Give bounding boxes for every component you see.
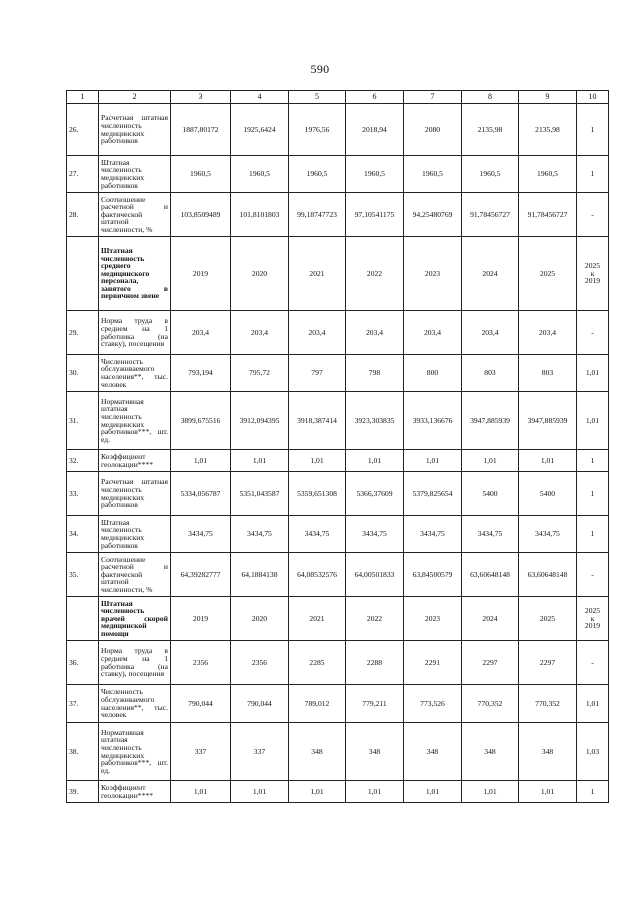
row-number-cell: 38. xyxy=(67,723,99,781)
value-cell: 3434,75 xyxy=(171,516,231,553)
value-cell: 64,08532576 xyxy=(289,553,346,597)
ratio-cell: - xyxy=(577,193,609,237)
row-number-cell: 36. xyxy=(67,641,99,685)
value-cell: 793,194 xyxy=(171,355,231,392)
value-cell: 91,78456727 xyxy=(462,193,519,237)
table-row xyxy=(67,392,609,450)
table-row xyxy=(67,723,609,781)
value-cell: 5400 xyxy=(462,472,519,516)
table-row xyxy=(67,104,609,156)
value-cell: 3933,136676 xyxy=(404,392,462,450)
value-cell: 2288 xyxy=(346,641,404,685)
value-cell: 64,39282777 xyxy=(171,553,231,597)
value-cell: 2297 xyxy=(519,641,577,685)
value-cell: 3899,675516 xyxy=(171,392,231,450)
row-label-cell: Численность обслуживаемого населения**, тыс. человек xyxy=(99,355,171,392)
header-cell: 5 xyxy=(289,91,346,104)
table-row xyxy=(67,355,609,392)
table-row xyxy=(67,450,609,472)
value-cell: 1,01 xyxy=(171,450,231,472)
ratio-cell: - xyxy=(577,311,609,355)
value-cell: 779,211 xyxy=(346,685,404,723)
value-cell: 2019 xyxy=(171,237,231,311)
row-label-cell: Норма труда в среднем на 1 работника (на ставку), посещения xyxy=(99,641,171,685)
value-cell: 2080 xyxy=(404,104,462,156)
value-cell: 3434,75 xyxy=(346,516,404,553)
value-cell: 2019 xyxy=(171,597,231,641)
value-cell: 2023 xyxy=(404,237,462,311)
header-cell: 10 xyxy=(577,91,609,104)
row-number-cell: 33. xyxy=(67,472,99,516)
value-cell: 2022 xyxy=(346,597,404,641)
value-cell: 2023 xyxy=(404,597,462,641)
value-cell: 203,4 xyxy=(462,311,519,355)
value-cell: 2025 xyxy=(519,237,577,311)
value-cell: 348 xyxy=(519,723,577,781)
value-cell: 2022 xyxy=(346,237,404,311)
value-cell: 203,4 xyxy=(346,311,404,355)
value-cell: 64,00501833 xyxy=(346,553,404,597)
value-cell: 1,01 xyxy=(289,450,346,472)
value-cell: 3947,885939 xyxy=(519,392,577,450)
value-cell: 5334,056787 xyxy=(171,472,231,516)
table-row xyxy=(67,685,609,723)
ratio-cell: 1,03 xyxy=(577,723,609,781)
value-cell: 203,4 xyxy=(231,311,289,355)
value-cell: 5351,043587 xyxy=(231,472,289,516)
value-cell: 790,044 xyxy=(231,685,289,723)
row-label-cell: Соотношение расчетной и фактической штатной численности, % xyxy=(99,193,171,237)
row-number-cell: 37. xyxy=(67,685,99,723)
header-cell: 6 xyxy=(346,91,404,104)
value-cell: 1925,6424 xyxy=(231,104,289,156)
value-cell: 1960,5 xyxy=(462,156,519,193)
ratio-cell: 1 xyxy=(577,104,609,156)
row-number-cell: 34. xyxy=(67,516,99,553)
value-cell: 773,526 xyxy=(404,685,462,723)
row-number-cell: 32. xyxy=(67,450,99,472)
value-cell: 337 xyxy=(171,723,231,781)
value-cell: 3923,303835 xyxy=(346,392,404,450)
value-cell: 2356 xyxy=(231,641,289,685)
row-number-cell: 30. xyxy=(67,355,99,392)
ratio-cell: 1,01 xyxy=(577,392,609,450)
ratio-cell: 1 xyxy=(577,472,609,516)
value-cell: 800 xyxy=(404,355,462,392)
value-cell: 770,352 xyxy=(519,685,577,723)
value-cell: 5359,651308 xyxy=(289,472,346,516)
ratio-cell: 1,01 xyxy=(577,685,609,723)
header-cell: 2 xyxy=(99,91,171,104)
value-cell: 348 xyxy=(462,723,519,781)
value-cell: 63,60648148 xyxy=(519,553,577,597)
data-table xyxy=(66,90,609,803)
row-number-cell: 39. xyxy=(67,781,99,803)
value-cell: 2021 xyxy=(289,237,346,311)
row-label-cell: Коэффициент геолокации**** xyxy=(99,450,171,472)
value-cell: 103,8509489 xyxy=(171,193,231,237)
value-cell: 348 xyxy=(346,723,404,781)
value-cell: 1960,5 xyxy=(289,156,346,193)
value-cell: 3434,75 xyxy=(519,516,577,553)
value-cell: 2297 xyxy=(462,641,519,685)
value-cell: 789,012 xyxy=(289,685,346,723)
value-cell: 348 xyxy=(289,723,346,781)
row-label-cell: Нормативная штатная численность медицинских работников***, шт. ед. xyxy=(99,392,171,450)
value-cell: 337 xyxy=(231,723,289,781)
table-row xyxy=(67,553,609,597)
header-cell: 4 xyxy=(231,91,289,104)
value-cell: 1,01 xyxy=(404,450,462,472)
value-cell: 2020 xyxy=(231,597,289,641)
value-cell: 1,01 xyxy=(519,450,577,472)
value-cell: 203,4 xyxy=(404,311,462,355)
value-cell: 63,84500579 xyxy=(404,553,462,597)
value-cell: 5366,37609 xyxy=(346,472,404,516)
value-cell: 795,72 xyxy=(231,355,289,392)
table-body xyxy=(67,104,609,803)
value-cell: 2018,94 xyxy=(346,104,404,156)
value-cell: 2135,98 xyxy=(462,104,519,156)
value-cell: 3918,387414 xyxy=(289,392,346,450)
value-cell: 1,01 xyxy=(346,450,404,472)
header-cell: 8 xyxy=(462,91,519,104)
value-cell: 2021 xyxy=(289,597,346,641)
value-cell: 99,18747723 xyxy=(289,193,346,237)
value-cell: 5400 xyxy=(519,472,577,516)
value-cell: 1,01 xyxy=(231,781,289,803)
value-cell: 203,4 xyxy=(519,311,577,355)
ratio-cell: - xyxy=(577,553,609,597)
row-label-cell: Штатная численность среднего медицинского персонала, занятого в первичном звене xyxy=(99,237,171,311)
row-number-cell: 26. xyxy=(67,104,99,156)
header-cell: 3 xyxy=(171,91,231,104)
value-cell: 94,25480769 xyxy=(404,193,462,237)
header-cell: 7 xyxy=(404,91,462,104)
table-row xyxy=(67,193,609,237)
value-cell: 1,01 xyxy=(231,450,289,472)
ratio-cell: 1 xyxy=(577,516,609,553)
value-cell: 1960,5 xyxy=(519,156,577,193)
row-number-cell: 27. xyxy=(67,156,99,193)
value-cell: 1,01 xyxy=(404,781,462,803)
row-number-cell xyxy=(67,597,99,641)
value-cell: 5379,825654 xyxy=(404,472,462,516)
row-number-cell: 28. xyxy=(67,193,99,237)
value-cell: 2020 xyxy=(231,237,289,311)
row-label-cell: Норма труда в среднем на 1 работника (на ставку), посещения xyxy=(99,311,171,355)
value-cell: 1960,5 xyxy=(171,156,231,193)
row-number-cell: 29. xyxy=(67,311,99,355)
value-cell: 3434,75 xyxy=(231,516,289,553)
table-row xyxy=(67,781,609,803)
header-cell: 9 xyxy=(519,91,577,104)
row-label-cell: Расчетная штатная численность медицинских работников xyxy=(99,472,171,516)
value-cell: 1,01 xyxy=(519,781,577,803)
table-row xyxy=(67,311,609,355)
value-cell: 2285 xyxy=(289,641,346,685)
value-cell: 790,044 xyxy=(171,685,231,723)
value-cell: 1,01 xyxy=(462,450,519,472)
row-number-cell: 31. xyxy=(67,392,99,450)
value-cell: 91,78456727 xyxy=(519,193,577,237)
value-cell: 803 xyxy=(519,355,577,392)
row-number-cell: 35. xyxy=(67,553,99,597)
table-row xyxy=(67,597,609,641)
value-cell: 770,352 xyxy=(462,685,519,723)
value-cell: 2025 xyxy=(519,597,577,641)
value-cell: 101,8101803 xyxy=(231,193,289,237)
ratio-cell: 1,01 xyxy=(577,355,609,392)
ratio-cell: 1 xyxy=(577,450,609,472)
table-row xyxy=(67,516,609,553)
value-cell: 64,1884138 xyxy=(231,553,289,597)
row-label-cell: Численность обслуживаемого населения**, тыс. человек xyxy=(99,685,171,723)
value-cell: 1976,56 xyxy=(289,104,346,156)
row-label-cell: Штатная численность медицинских работников xyxy=(99,516,171,553)
header-cell: 1 xyxy=(67,91,99,104)
value-cell: 203,4 xyxy=(171,311,231,355)
value-cell: 1887,80172 xyxy=(171,104,231,156)
page-number: 590 xyxy=(310,62,330,76)
value-cell: 803 xyxy=(462,355,519,392)
table-row xyxy=(67,641,609,685)
table-row xyxy=(67,156,609,193)
value-cell: 3434,75 xyxy=(404,516,462,553)
value-cell: 798 xyxy=(346,355,404,392)
value-cell: 2291 xyxy=(404,641,462,685)
row-label-cell: Соотношение расчетной и фактической штатной численности, % xyxy=(99,553,171,597)
value-cell: 1,01 xyxy=(346,781,404,803)
row-label-cell: Коэффициент геолокации**** xyxy=(99,781,171,803)
row-label-cell: Расчетная штатная численность медицинских работников xyxy=(99,104,171,156)
value-cell: 1,01 xyxy=(171,781,231,803)
value-cell: 1,01 xyxy=(289,781,346,803)
value-cell: 1,01 xyxy=(462,781,519,803)
value-cell: 63,60648148 xyxy=(462,553,519,597)
value-cell: 3434,75 xyxy=(289,516,346,553)
row-label-cell: Штатная численность врачей скорой медицинской помощи xyxy=(99,597,171,641)
row-label-cell: Штатная численность медицинских работников xyxy=(99,156,171,193)
header-row xyxy=(67,91,609,104)
ratio-cell: 1 xyxy=(577,781,609,803)
value-cell: 2135,98 xyxy=(519,104,577,156)
value-cell: 3434,75 xyxy=(462,516,519,553)
value-cell: 97,10541175 xyxy=(346,193,404,237)
table-row xyxy=(67,237,609,311)
row-label-cell: Нормативная штатная численность медицинских работников***, шт. ед. xyxy=(99,723,171,781)
ratio-cell: 2025 к 2019 xyxy=(577,597,609,641)
value-cell: 2024 xyxy=(462,597,519,641)
row-number-cell xyxy=(67,237,99,311)
value-cell: 2356 xyxy=(171,641,231,685)
value-cell: 1960,5 xyxy=(404,156,462,193)
value-cell: 1960,5 xyxy=(346,156,404,193)
value-cell: 2024 xyxy=(462,237,519,311)
value-cell: 203,4 xyxy=(289,311,346,355)
ratio-cell: 1 xyxy=(577,156,609,193)
value-cell: 1960,5 xyxy=(231,156,289,193)
table-row xyxy=(67,472,609,516)
ratio-cell: 2025 к 2019 xyxy=(577,237,609,311)
value-cell: 3947,885939 xyxy=(462,392,519,450)
value-cell: 797 xyxy=(289,355,346,392)
ratio-cell: - xyxy=(577,641,609,685)
value-cell: 348 xyxy=(404,723,462,781)
value-cell: 3912,094395 xyxy=(231,392,289,450)
